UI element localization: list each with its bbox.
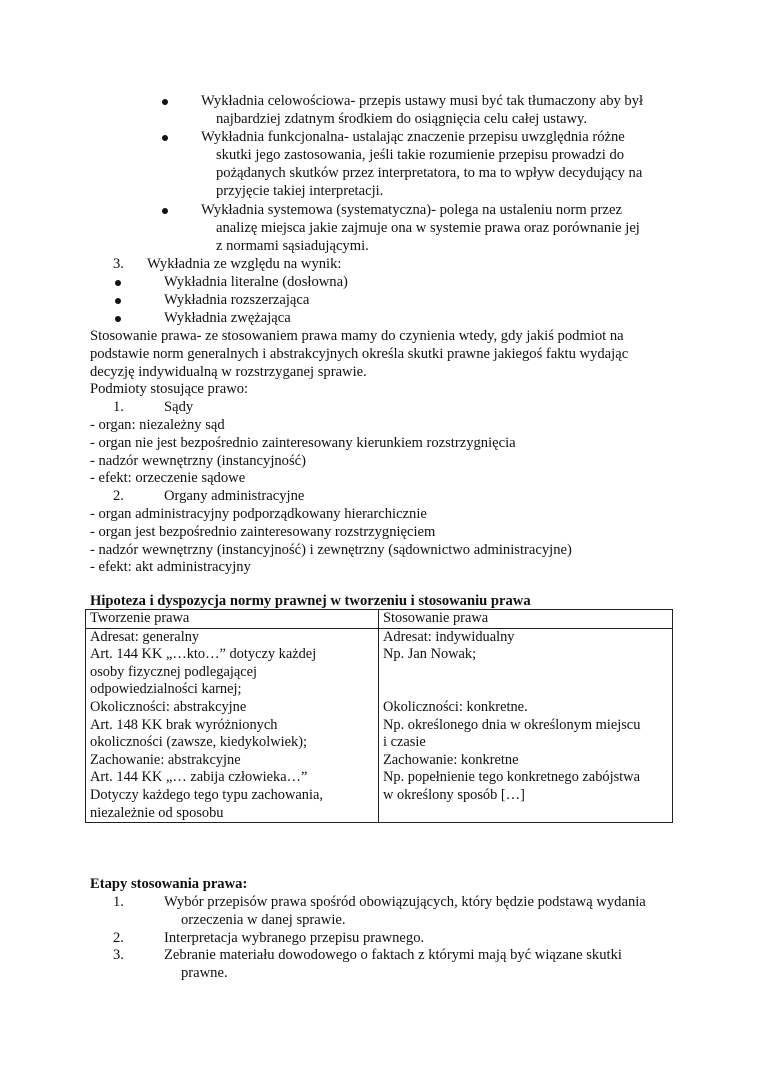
bullet-2-line-3: pożądanych skutków przez interpretatora, to ma to wpływ decydujący na	[216, 165, 643, 181]
subject-1-detail: - organ: niezależny sąd	[90, 417, 225, 433]
bullet-icon	[162, 135, 168, 141]
bullet-3-line-3: z normami sąsiadującymi.	[216, 238, 369, 254]
subject-1-detail: - nadzór wewnętrzny (instancyjność)	[90, 453, 306, 469]
table-row	[86, 628, 673, 823]
cell-line: Zachowanie: konkretne	[383, 751, 519, 768]
bullet-2-line-2: skutki jego zastosowania, jeśli takie rozumienie przepisu prowadzi do	[216, 147, 625, 163]
bullet-3-line-1: Wykładnia systemowa (systematyczna)- polega na ustaleniu norm przez	[201, 202, 622, 218]
bullet-icon	[115, 298, 121, 304]
subject-1-detail: - organ nie jest bezpośrednio zainteresowany kierunkiem rozstrzygnięcia	[90, 435, 516, 451]
cell-line: okoliczności (zawsze, kiedykolwiek);	[90, 734, 307, 751]
stage-3-line-1: Zebranie materiału dowodowego o faktach z którymi mają być wiązane skutki	[164, 947, 622, 963]
cell-line: Okoliczności: konkretne.	[383, 698, 528, 715]
table-header-cell: Tworzenie prawa	[86, 610, 379, 629]
bullet-icon	[162, 99, 168, 105]
subject-2-detail: - nadzór wewnętrzny (instancyjność) i zewnętrzny (sądownictwo administracyjne)	[90, 542, 572, 558]
cell-line: Art. 144 KK „…kto…” dotyczy każdej	[90, 646, 317, 663]
stage-1-line-1: Wybór przepisów prawa spośród obowiązujących, który będzie podstawą wydania	[164, 894, 646, 910]
cell-line: Np. Jan Nowak;	[383, 646, 477, 663]
bullet-icon	[115, 280, 121, 286]
subject-2-detail: - organ administracyjny podporządkowany hierarchicznie	[90, 506, 427, 522]
bullet-3-line-2: analizę miejsca jakie zajmuje ona w systemie prawa oraz porównanie jej	[216, 220, 640, 236]
list-number: 2.	[113, 488, 124, 504]
result-item-1: Wykładnia literalne (dosłowna)	[164, 274, 348, 290]
application-line-1: Stosowanie prawa- ze stosowaniem prawa mamy do czynienia wtedy, gdy jakiś podmiot na	[90, 328, 624, 344]
subject-1-detail: - efekt: orzeczenie sądowe	[90, 470, 246, 486]
table-header-cell: Stosowanie prawa	[379, 610, 673, 629]
bullet-icon	[115, 316, 121, 322]
cell-line: Adresat: indywidualny	[383, 628, 515, 645]
list-number: 3.	[113, 947, 124, 963]
list-number: 1.	[113, 894, 124, 910]
result-heading: Wykładnia ze względu na wynik:	[147, 256, 342, 272]
bullet-2-line-4: przyjęcie takiej interpretacji.	[216, 183, 384, 199]
cell-line: niezależnie od sposobu	[90, 804, 224, 821]
cell-line: osoby fizycznej podlegającej	[90, 663, 258, 680]
table-title: Hipoteza i dyspozycja normy prawnej w tworzeniu i stosowaniu prawa	[90, 593, 531, 609]
list-number: 3.	[113, 256, 124, 272]
list-number: 1.	[113, 399, 124, 415]
stage-2-line-1: Interpretacja wybranego przepisu prawnego.	[164, 930, 425, 946]
bullet-1-line-2: najbardziej zdatnym środkiem do osiągnięcia celu całej ustawy.	[216, 111, 588, 127]
cell-line: Okoliczności: abstrakcyjne	[90, 698, 247, 715]
cell-line	[383, 664, 668, 682]
stage-1-line-2: orzeczenia w danej sprawie.	[181, 912, 346, 928]
cell-line: w określony sposób […]	[383, 786, 525, 803]
stage-3-line-2: prawne.	[181, 965, 228, 981]
cell-line: Art. 144 KK „… zabija człowieka…”	[90, 769, 308, 786]
subject-2-name: Organy administracyjne	[164, 488, 305, 504]
table-cell-creation	[86, 628, 379, 823]
cell-line: Art. 148 KK brak wyróżnionych	[90, 716, 278, 733]
result-item-3: Wykładnia zwężająca	[164, 310, 291, 326]
table-header-row	[86, 610, 673, 629]
bullet-2-line-1: Wykładnia funkcjonalna- ustalając znaczenie przepisu uwzględnia różne	[201, 129, 625, 145]
cell-line: Np. popełnienie tego konkretnego zabójstwa	[383, 769, 640, 786]
cell-line: Adresat: generalny	[90, 628, 200, 645]
table-cell-application	[379, 628, 673, 823]
application-line-3: decyzję indywidualną w rozstrzyganej sprawie.	[90, 364, 367, 380]
cell-line	[383, 805, 668, 823]
cell-line	[383, 681, 668, 699]
cell-line: i czasie	[383, 734, 426, 751]
cell-line: odpowiedzialności karnej;	[90, 681, 242, 698]
cell-line: Zachowanie: abstrakcyjne	[90, 751, 241, 768]
subject-2-detail: - organ jest bezpośrednio zainteresowany rozstrzygnięciem	[90, 524, 436, 540]
cell-line: Dotyczy każdego tego typu zachowania,	[90, 786, 323, 803]
comparison-table	[85, 609, 673, 823]
result-item-2: Wykładnia rozszerzająca	[164, 292, 310, 308]
subjects-heading: Podmioty stosujące prawo:	[90, 381, 249, 397]
application-line-2: podstawie norm generalnych i abstrakcyjnych określa skutki prawne jakiegoś faktu wydając	[90, 346, 629, 362]
stages-heading: Etapy stosowania prawa:	[90, 876, 248, 892]
subject-1-name: Sądy	[164, 399, 194, 415]
subject-2-detail: - efekt: akt administracyjny	[90, 559, 251, 575]
cell-line: Np. określonego dnia w określonym miejscu	[383, 716, 641, 733]
bullet-icon	[162, 208, 168, 214]
list-number: 2.	[113, 930, 124, 946]
bullet-1-line-1: Wykładnia celowościowa- przepis ustawy musi być tak tłumaczony aby był	[201, 93, 644, 109]
